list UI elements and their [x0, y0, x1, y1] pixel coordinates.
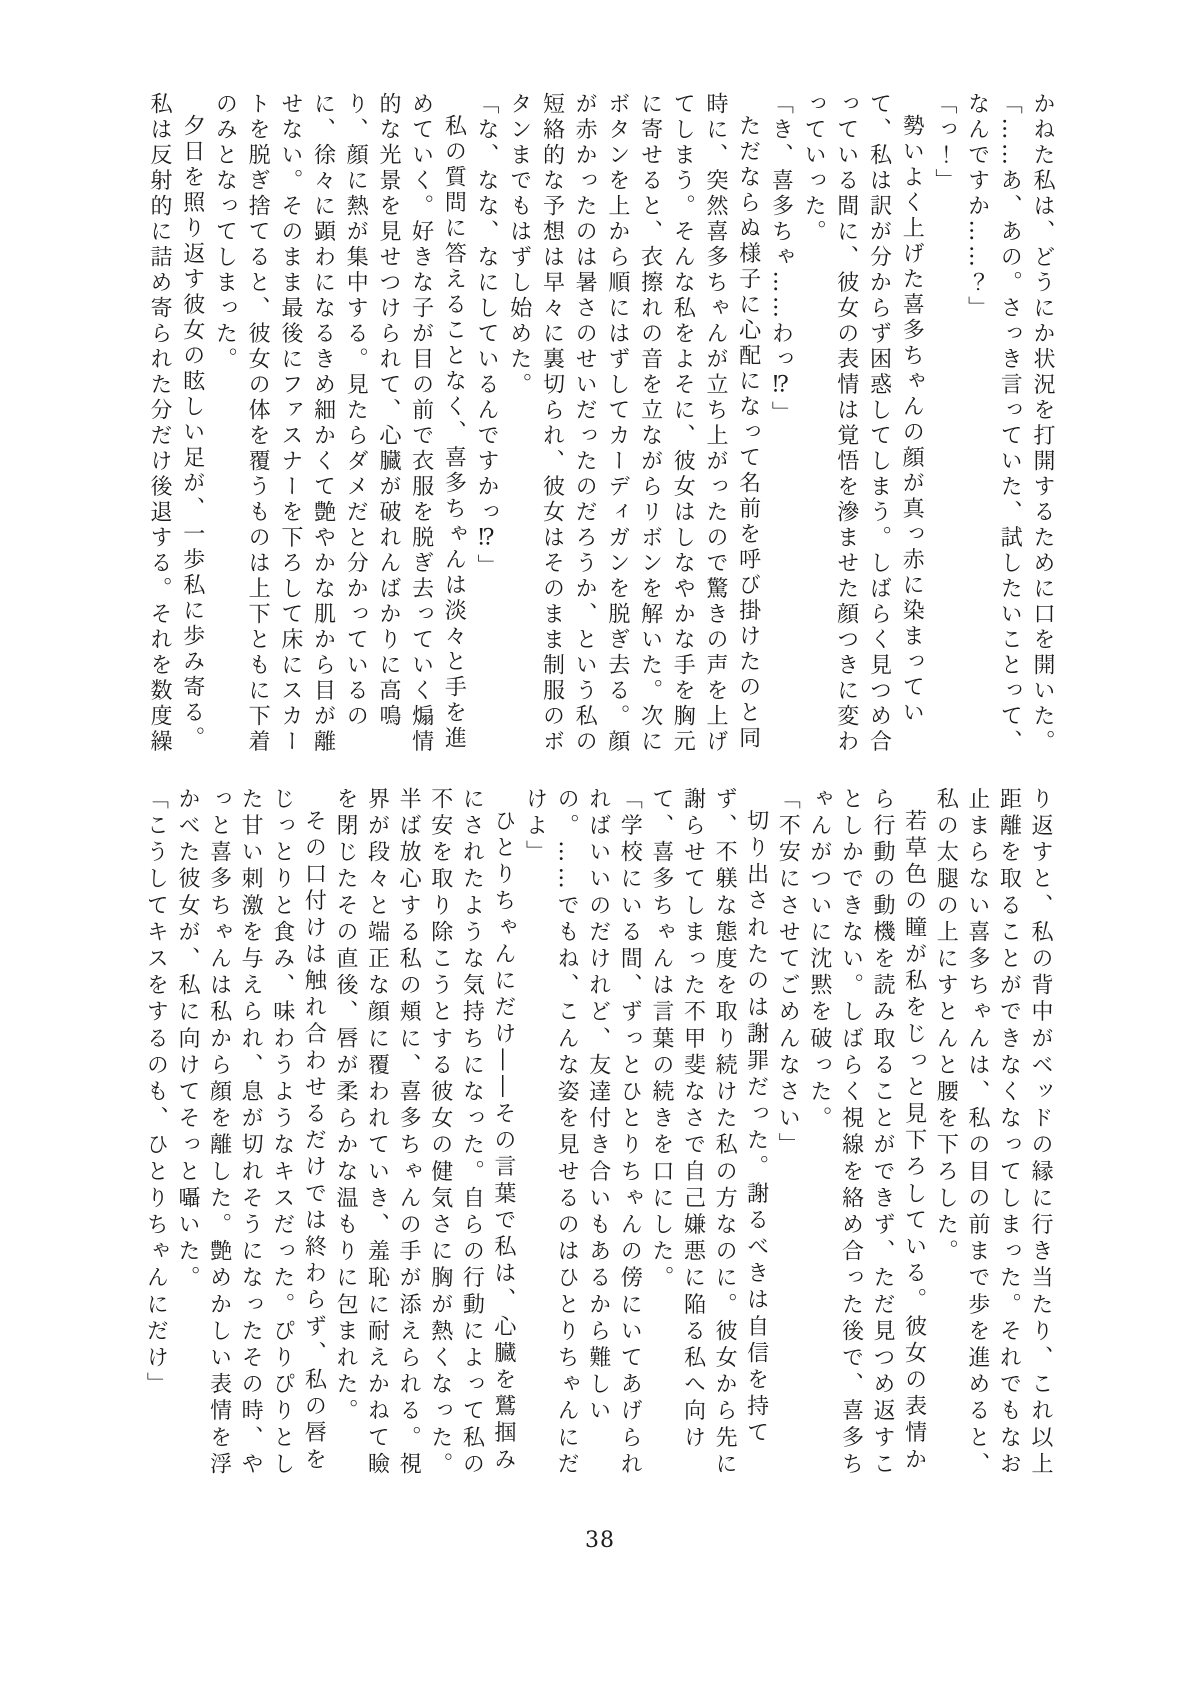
paragraph: ただならぬ様子に心配になって名前を呼び掛けたのと同時に、突然喜多ちゃんが立ち上がったので驚きの声を上げてしまう。そんな私をよそに、彼女はしなやかな手を胸元に寄せると、衣擦れの音を立ながらリボンを解いた。次にボタンを上から順にはずしてカーディガンを脱ぎ去る。顔が赤かったのは暑さのせいだったのだろうか、という私の短絡的な予想は早々に裏切られ、彼女はそのまま制服のボタンまでもはずし始めた。: [506, 92, 761, 755]
paragraph: 「学校にいる間、ずっとひとりちゃんの傍にいてあげられればいいのだけれど、友達付き合いもあるから難しいの。……でもね、こんな姿を見せるのはひとりちゃんにだけよ」: [522, 787, 643, 1479]
text-block-top: [140, 92, 1058, 758]
paragraph: 勢いよく上げた喜多ちゃんの顔が真っ赤に染まっていて、私は訳が分からず困惑してしまう。しばらく見つめ合っている間に、彼女の表情は覚悟を滲ませた顔つきに変わっていった。: [801, 92, 925, 755]
paragraph: 「……あ、あの。さっき言っていた、試したいことって、なんですか……？」: [964, 92, 1023, 755]
paragraph: 「っ！」: [931, 92, 957, 194]
paragraph: 若草色の瞳が私をじっと見下ろしている。彼女の表情から行動の動機を読み取ることができず、ただ見つめ返すことしかできない。しばらく視線を絡め合った後で、喜多ちゃんがついに沈黙を破った。: [806, 787, 927, 1479]
paragraph: 「な、なな、なにしているんですかっ⁉」: [474, 92, 500, 580]
paragraph: り返すと、私の背中がベッドの縁に行き当たり、これ以上距離を取ることができなくなってしまった。それでもなお止まらない喜多ちゃんは、私の目の前まで歩を進めると、私の太腿の上にすとんと腰を下ろした。: [933, 787, 1053, 1479]
paragraph: その口付けは触れ合わせるだけでは終わらず、私の唇をじっとりと食み、味わうようなキスだった。ぴりぴりとした甘い刺激を与えられ、息が切れそうになったその時、やっと喜多ちゃんは私から顔を離した。艶めかしい表情を浮かべた彼女が、私に向けてそっと囁いた。: [174, 787, 327, 1479]
paragraph: かねた私は、どうにか状況を打開するために口を開いた。: [1030, 92, 1055, 755]
paragraph: 「き、喜多ちゃ……わっ⁉」: [768, 92, 794, 427]
paragraph: 私の質問に答えることなく、喜多ちゃんは淡々と手を進めていく。好きな子が目の前で衣服を脱ぎ去っていく煽情的な光景を見せつけられて、心臓が破れんばかりに高鳴り、顔に熱が集中する。見たらダメだと分かっているのに、徐々に顕わになるきめ細かくて艶やかな肌から目が離せない。そのまま最後にファスナーを下ろして床にスカートを脱ぎ捨てると、彼女の体を覆うものは上下ともに下着のみとなってしまった。: [212, 92, 467, 755]
page-number: 38: [585, 1528, 615, 1553]
text-block-bottom: [143, 787, 1056, 1481]
paragraph: 切り出されたのは謝罪だった。謝るべきは自信を持てず、不躾な態度を取り続けた私の方なのに。彼女から先に謝らせてしまった不甲斐なさで自己嫌悪に陥る私へ向けて、喜多ちゃんは言葉の続きを口にした。: [648, 787, 769, 1479]
paragraph: 「こうしてキスをするのも、ひとりちゃんにだけ」: [143, 787, 169, 1399]
paragraph: ひとりちゃんにだけ――その言葉で私は、心臓を鷲掴みにされたような気持ちになった。自らの行動によって私の不安を取り除こうとする彼女の健気さに胸が熱くなった。半ば放心する私の頬に、喜多ちゃんの手が添えられる。視界が段々と端正な顔に覆われていき、羞恥に耐えかねて瞼を閉じたその直後、唇が柔らかな温もりに包まれた。: [332, 787, 516, 1479]
paragraph: 夕日を照り返す彼女の眩しい足が、一歩私に歩み寄る。私は反射的に詰め寄られた分だけ後退する。それを数度繰: [147, 92, 205, 755]
paragraph: 「不安にさせてごめんなさい」: [775, 787, 801, 1160]
